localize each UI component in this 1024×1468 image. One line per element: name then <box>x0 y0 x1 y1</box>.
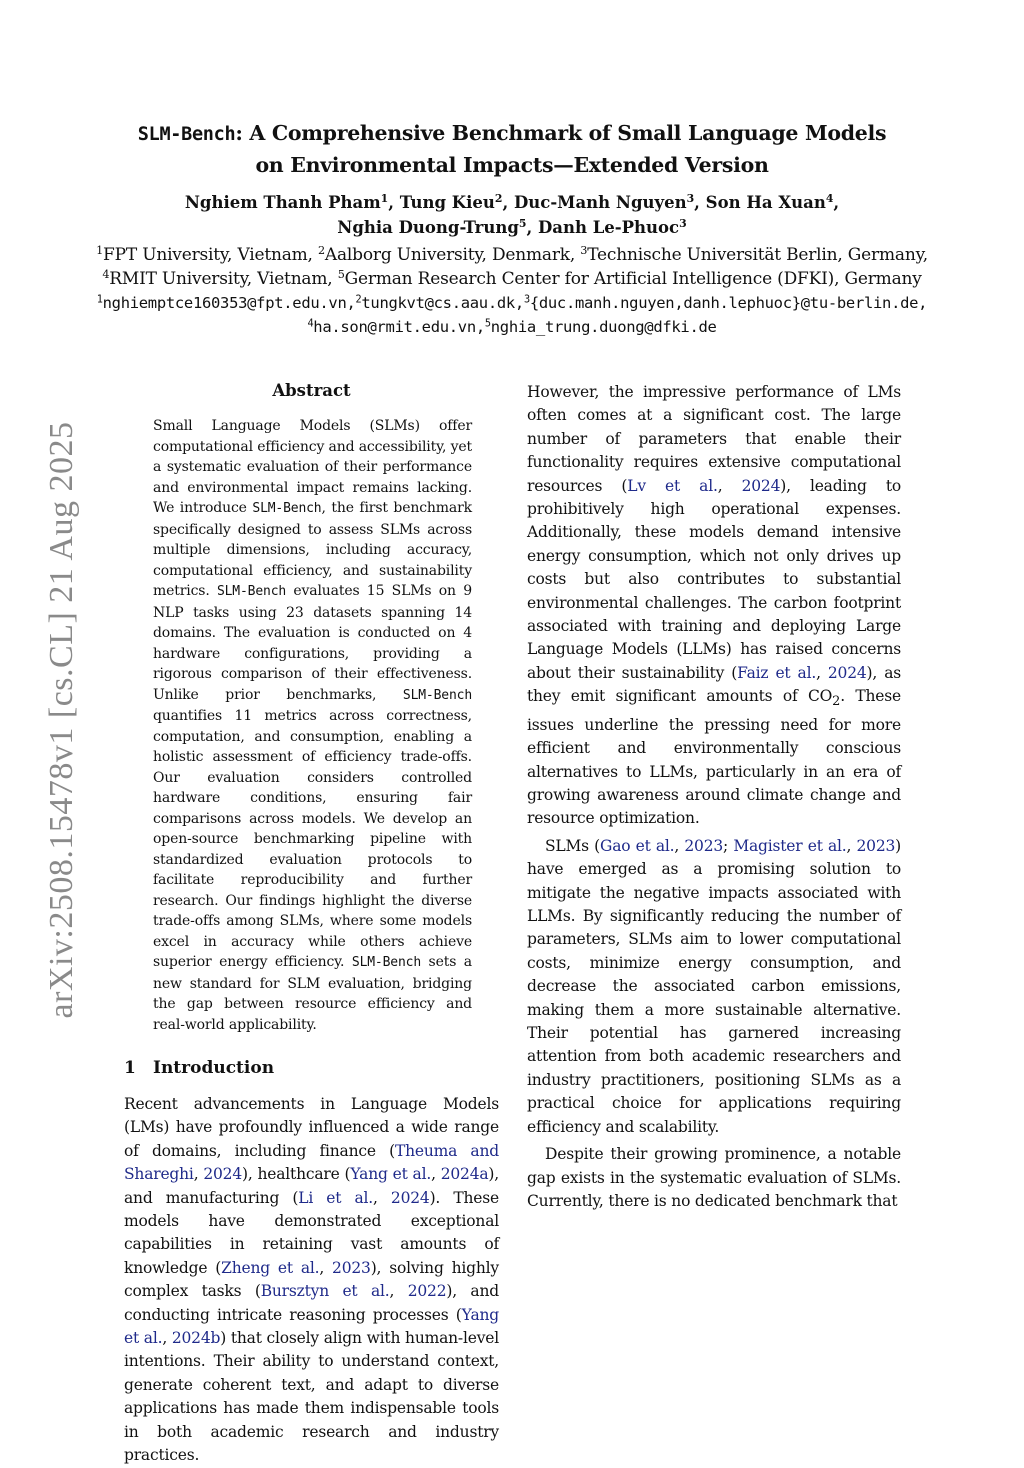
right-column <box>527 381 901 1213</box>
author-name: Nghiem Thanh Pham <box>184 193 381 212</box>
author-line-1: Nghiem Thanh Pham$^1$, Tung Kieu$^2$, Duc-Manh Nguyen$^3$, Son Ha Xuan$^4$, <box>184 192 840 212</box>
author-name: Danh Le-Phuoc <box>537 218 680 237</box>
citation-year-link[interactable]: 2024 <box>827 663 867 682</box>
citation-link[interactable]: Theuma and Shareghi <box>124 1141 499 1184</box>
intro-paragraph-4: Despite their growing prominence, a notable gap exists in the systematic evaluation of SLMs. Currently, there is no dedicated benchmark that <box>527 1145 901 1210</box>
paper-header <box>0 118 1024 339</box>
benchmark-name: SLM-Bench <box>351 955 421 970</box>
email-address[interactable]: tungkvt@cs.aau.dk, <box>361 294 524 312</box>
author-name: Nghia Duong-Trung <box>337 218 519 237</box>
section-title: Introduction <box>153 1058 275 1078</box>
benchmark-name: SLM-Bench <box>402 687 472 703</box>
affiliation: RMIT University, Vietnam, <box>109 269 338 289</box>
citation-link[interactable]: Yang et al. <box>350 1165 432 1184</box>
abstract-text: Small Language Models (SLMs) offer computational efficiency and accessibility, yet a systematic evaluation of their performance and environmental impact remains lacking. We introduce SLM-Bench, the first benchmark specifically designed to assess SLMs across multiple dimensions, including accuracy, computational efficiency, and sustainability metrics. SLM-Bench evaluates 15 SLMs on 9 NLP tasks using 23 datasets spanning 14 domains. The evaluation is conducted on 4 hardware configurations, providing a rigorous comparison of their effectiveness. Unlike prior benchmarks, SLM-Bench quantifies 11 metrics across correctness, computation, and consumption, enabling a holistic assessment of efficiency trade-offs. Our evaluation considers controlled hardware conditions, ensuring fair comparisons across models. We develop an open-source benchmarking pipeline with standardized evaluation protocols to facilitate reproducibility and further research. Our findings highlight the diverse trade-offs among SLMs, where some models excel in accuracy while others achieve superior energy efficiency. SLM-Bench sets a new standard for SLM evaluation, bridging the gap between resource efficiency and real-world applicability. <box>153 418 472 1033</box>
benchmark-name: SLM-Bench <box>137 124 236 145</box>
citation-year-link[interactable]: 2024 <box>741 476 781 495</box>
abstract-heading: Abstract <box>272 381 351 400</box>
citation-year-link[interactable]: 2024 <box>203 1165 242 1184</box>
author-list <box>0 190 1024 240</box>
citation-link[interactable]: Lv et al. <box>627 476 718 495</box>
email-address[interactable]: nghiemptce160353@fpt.edu.vn, <box>102 294 356 312</box>
section-heading-introduction <box>124 1055 499 1081</box>
section-number: 1 <box>124 1058 136 1078</box>
citation-year-link[interactable]: 2023 <box>856 836 896 855</box>
citation-link[interactable]: Bursztyn et al. <box>260 1282 390 1301</box>
affiliation: German Research Center for Artificial Intelligence (DFKI), Germany <box>344 269 922 289</box>
affiliation-list <box>0 243 1024 339</box>
email-address[interactable]: nghia_trung.duong@dfki.de <box>490 318 717 336</box>
citation-year-link[interactable]: 2024b <box>171 1329 221 1348</box>
citation-link[interactable]: Li et al. <box>298 1188 373 1207</box>
affiliation-line-2: $^4$RMIT University, Vietnam, $^5$German Research Center for Artificial Intelligence (DFKI), Germany <box>102 267 922 289</box>
email-line-1: $^1$nghiemptce160353@fpt.edu.vn,$^2$tungkvt@cs.aau.dk,$^3${duc.manh.nguyen,danh.lephuoc}@tu-berlin.de, <box>96 294 928 312</box>
citation-year-link[interactable]: 2024a <box>440 1165 489 1184</box>
intro-paragraph-1: Recent advancements in Language Models (LMs) have profoundly influenced a wide range of domains, including finance (Theuma and Shareghi, 2024), healthcare (Yang et al., 2024a), and manufacturing (Li et al., 2024). These models have demonstrated exceptional capabilities in retaining vast amounts of knowledge (Zheng et al., 2023), solving highly complex tasks (Bursztyn et al., 2022), and conducting intricate reasoning processes (Yang et al., 2024b) that closely align with human-level intentions. Their ability to understand context, generate coherent text, and adapt to diverse applications has made them indispensable tools in both academic research and industry practices. <box>124 1095 499 1465</box>
author-name: Son Ha Xuan <box>705 193 826 212</box>
citation-link[interactable]: Magister et al. <box>733 836 847 855</box>
benchmark-name: SLM-Bench <box>216 584 287 599</box>
citation-link[interactable]: Zheng et al. <box>221 1258 320 1277</box>
citation-link[interactable]: Faiz et al. <box>737 663 817 682</box>
author-name: Tung Kieu <box>399 193 495 212</box>
affiliation-line-1: $^1$FPT University, Vietnam, $^2$Aalborg University, Denmark, $^3$Technische Universität Berlin, Germany, <box>96 243 928 265</box>
benchmark-name: SLM-Bench <box>252 501 322 516</box>
arxiv-identifier: arXiv:2508.15478v1 [cs.CL] 21 Aug 2025 <box>43 421 80 1019</box>
author-name: Duc-Manh Nguyen <box>513 193 687 212</box>
citation-year-link[interactable]: 2023 <box>684 836 724 855</box>
email-address[interactable]: {duc.manh.nguyen,danh.lephuoc}@tu-berlin.de, <box>529 294 928 312</box>
affiliation: Aalborg University, Denmark, <box>324 245 581 265</box>
paper-title-line-1: SLM-Bench: A Comprehensive Benchmark of Small Language Models <box>137 121 887 145</box>
affiliation: FPT University, Vietnam, <box>103 245 318 265</box>
affiliation: Technische Universität Berlin, Germany, <box>587 245 928 265</box>
citation-year-link[interactable]: 2022 <box>407 1282 447 1301</box>
intro-paragraph-2: However, the impressive performance of LMs often comes at a significant cost. The large number of parameters that enable their functionality requires extensive computational resources (Lv et al., 2024), leading to prohibitively high operational expenses. Additionally, these models demand intensive energy consumption, which not only drives up costs but also contributes to substantial environmental challenges. The carbon footprint associated with training and deploying Large Language Models (LLMs) has raised concerns about their sustainability (Faiz et al., 2024), as they emit significant amounts of $CO_2$. These issues underline the pressing need for more efficient and environmentally conscious alternatives to LLMs, particularly in an era of growing awareness around climate change and resource optimization. <box>527 383 901 828</box>
author-line-2: Nghia Duong-Trung$^5$, Danh Le-Phuoc$^3$ <box>337 217 687 237</box>
email-line-2: $^4$ha.son@rmit.edu.vn,$^5$nghia_trung.duong@dfki.de <box>307 318 717 336</box>
citation-link[interactable]: Yang et al. <box>124 1305 499 1348</box>
intro-paragraph-3: SLMs (Gao et al., 2023; Magister et al., 2023) have emerged as a promising solution to mitigate the negative impacts associated with LLMs. By significantly reducing the number of parameters, SLMs aim to lower computational costs, minimize energy consumption, and decrease the associated carbon emissions, making them a more sustainable alternative. Their potential has garnered increasing attention from both academic researchers and industry practitioners, positioning SLMs as a practical choice for applications requiring efficiency and scalability. <box>527 836 902 1136</box>
citation-year-link[interactable]: 2024 <box>390 1188 430 1207</box>
left-column <box>124 378 499 1468</box>
paper-title-line-2: on Environmental Impacts—Extended Version <box>255 153 769 177</box>
email-address[interactable]: ha.son@rmit.edu.vn, <box>313 318 485 336</box>
citation-link[interactable]: Gao et al. <box>600 836 675 855</box>
citation-year-link[interactable]: 2023 <box>332 1258 371 1277</box>
